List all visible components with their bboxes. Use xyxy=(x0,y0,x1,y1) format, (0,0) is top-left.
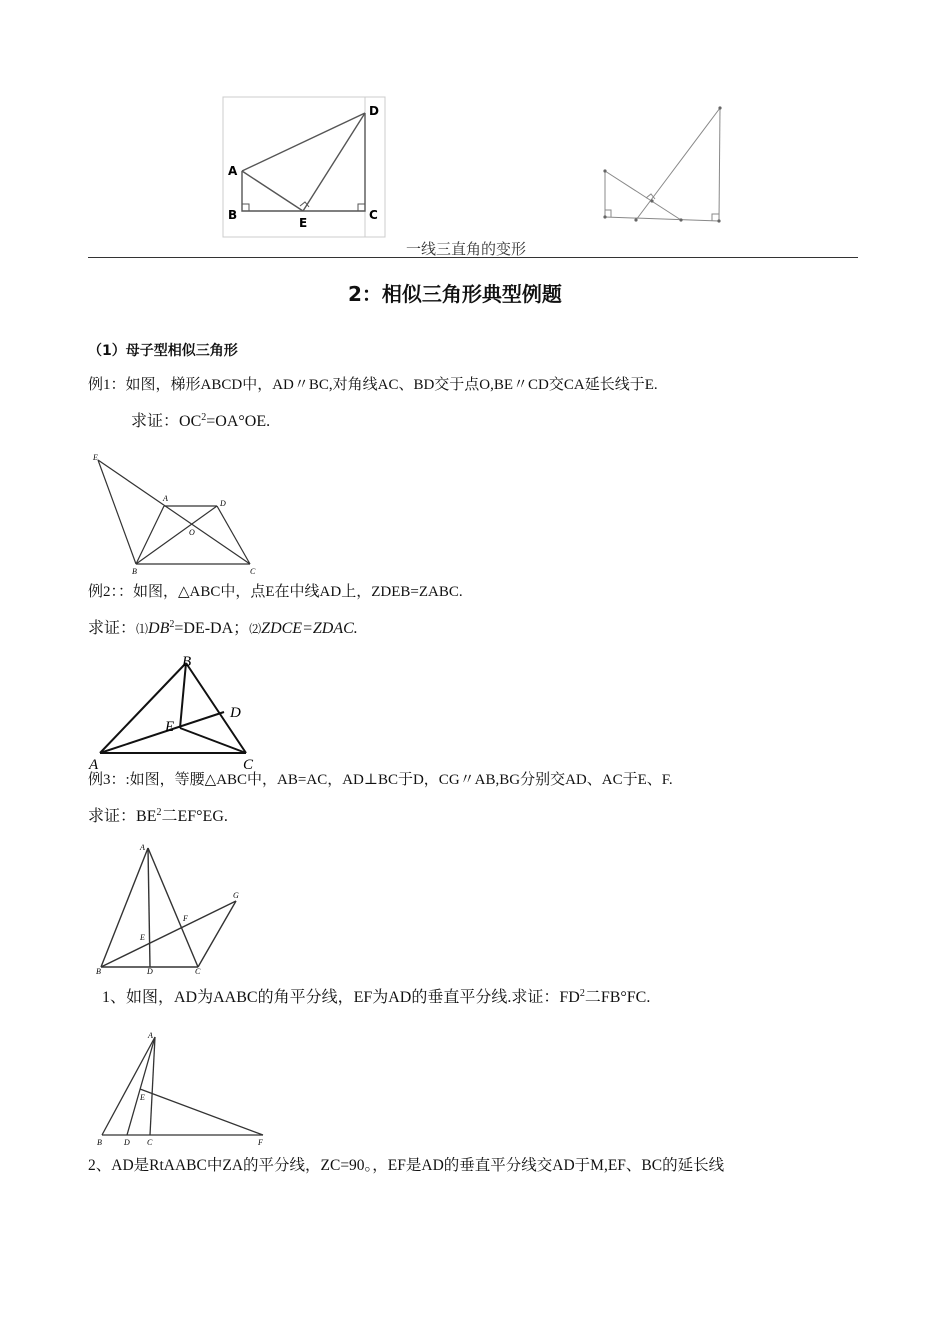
ex1-label-c: C xyxy=(250,567,256,576)
example1-proof-label: 求证： xyxy=(131,413,180,430)
problem2-statement: 2、AD是RtAABC中ZA的平分线，ZC=90。，EF是AD的垂直平分线交AD于M,EF、BC的延长线 xyxy=(88,1157,725,1174)
example2-p1-b: =DE-DA； xyxy=(174,620,250,637)
example3-proof-label: 求证： xyxy=(88,808,137,825)
p1-label-d: D xyxy=(124,1138,130,1147)
example2-p1-num: ⑴ xyxy=(136,622,149,636)
ex2-label-c: C xyxy=(243,757,254,773)
subsection-title: （1）母子型相似三角形 xyxy=(88,343,238,359)
example1-statement xyxy=(88,375,658,395)
ex3-label-d: D xyxy=(147,967,153,976)
example2-text: ：如图，△ABC中，点E在中线AD上，ZDEB=ZABC. xyxy=(118,584,463,600)
example1-proof-b: =OA°OE. xyxy=(206,413,271,430)
fig1-label-c: C xyxy=(369,208,378,222)
example1-figure xyxy=(88,450,263,580)
ex2-label-e: E xyxy=(165,719,175,735)
example1-proof-a: OC xyxy=(179,413,202,430)
top-figure-caption: 一线三直角的变形 xyxy=(406,242,527,258)
ex3-label-a: A xyxy=(140,843,145,852)
ex2-label-d: D xyxy=(230,705,241,721)
ex2-label-b: B xyxy=(182,654,192,670)
section-divider xyxy=(88,257,858,258)
example3-proof-a: BE xyxy=(136,808,157,825)
top-figure-variant xyxy=(596,100,726,230)
example2-p2-num: ⑵ xyxy=(249,622,262,636)
example1-text: 如图，梯形ABCD中，AD〃BC,对角线AC、BD交于点O,BE〃CD交CA延长线于E. xyxy=(125,377,658,393)
problem1-tail: 二FB°FC. xyxy=(584,989,651,1006)
example3-statement xyxy=(88,770,673,790)
ex3-label-c: C xyxy=(195,967,201,976)
example3-figure xyxy=(88,840,258,980)
example3-proof-b: 二EF°EG. xyxy=(161,808,228,825)
p1-label-e: E xyxy=(140,1093,145,1102)
example3-text: :如图，等腰△ABC中，AB=AC，AD⊥BC于D，CG〃AB,BG分别交AD、AC于E、F. xyxy=(125,772,673,788)
example1-label: 例1： xyxy=(88,377,126,393)
p1-label-b: B xyxy=(97,1138,102,1147)
example2-p2: ZDCE=ZDAC. xyxy=(261,620,358,637)
p1-label-a: A xyxy=(148,1031,153,1040)
ex1-label-e: E xyxy=(93,453,98,462)
ex3-label-f: F xyxy=(183,914,188,923)
p1-label-f: F xyxy=(258,1138,263,1147)
superscript-2: 2 xyxy=(169,619,175,630)
example2-statement xyxy=(88,582,463,602)
example2-proof xyxy=(88,619,358,639)
fig1-label-a: A xyxy=(228,164,238,178)
ex2-label-a: A xyxy=(89,757,99,773)
top-figure-right-angles xyxy=(220,95,390,240)
superscript-2: 2 xyxy=(201,412,207,423)
ex3-label-e: E xyxy=(140,933,145,942)
fig1-label-d: D xyxy=(369,104,379,118)
example2-figure xyxy=(88,652,268,774)
section-title: 2：相似三角形典型例题 xyxy=(348,282,562,306)
example2-proof-label: 求证： xyxy=(88,620,137,637)
ex1-label-d: D xyxy=(220,499,226,508)
example1-proof xyxy=(131,412,270,432)
ex3-label-b: B xyxy=(96,967,101,976)
ex1-label-b: B xyxy=(132,567,137,576)
fig1-label-b: B xyxy=(228,208,238,222)
p1-label-c: C xyxy=(147,1138,153,1147)
fig1-label-e: E xyxy=(299,216,308,230)
example3-label: 例3： xyxy=(88,772,126,788)
problem1-figure xyxy=(88,1025,273,1147)
example2-p1-a: DB xyxy=(148,620,170,637)
example3-proof xyxy=(88,807,228,827)
ex1-label-a: A xyxy=(163,494,168,503)
ex3-label-g: G xyxy=(233,891,239,900)
superscript-2: 2 xyxy=(579,988,585,999)
ex1-label-o: O xyxy=(189,528,195,537)
superscript-2: 2 xyxy=(156,807,162,818)
problem1-text: 1、如图，AD为AABC的角平分线，EF为AD的垂直平分线.求证：FD xyxy=(102,989,580,1006)
problem1-statement xyxy=(102,988,650,1008)
example2-label: 例2： xyxy=(88,584,119,600)
